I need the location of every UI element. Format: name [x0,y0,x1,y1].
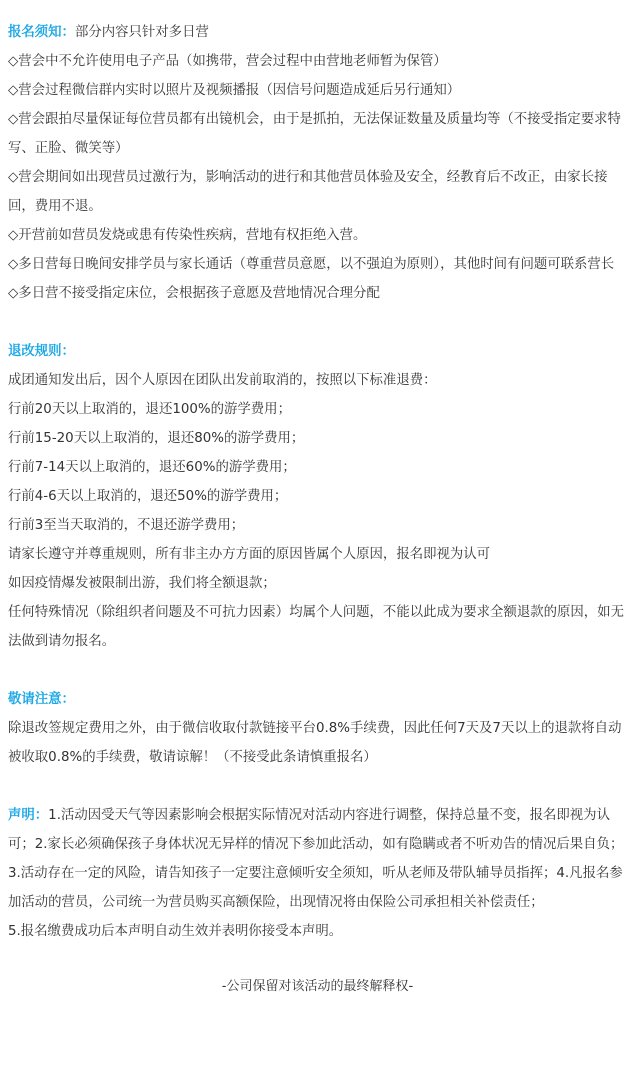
notice-item: ◇营会过程微信群内实时以照片及视频播报（因信号问题造成延后另行通知） [8,83,461,98]
notice-item: ◇营会中不允许使用电子产品（如携带，营会过程中由营地老师暂为保管） [8,54,447,69]
refund-item: 行前7-14天以上取消的，退还60%的游学费用； [8,460,296,475]
notice-item: ◇多日营不接受指定床位，会根据孩子意愿及营地情况合理分配 [8,286,380,301]
section-spacer [8,656,627,685]
footer-note: -公司保留对该活动的最终解释权- [221,979,414,994]
attention-heading: 敬请注意： [8,692,75,707]
refund-item: 请家长遵守并尊重规则，所有非主办方方面的原因皆属个人原因，报名即视为认可 [8,547,491,562]
notice-heading-line [8,18,627,47]
statement-heading: 声明： [8,808,49,823]
notice-item: ◇营会期间如出现营员过激行为，影响活动的进行和其他营员体验及安全，经教育后不改正，由家长接回，费用不退。 [8,170,608,214]
refund-item: 行前15-20天以上取消的，退还80%的游学费用； [8,431,305,446]
refund-item: 行前20天以上取消的，退还100%的游学费用； [8,402,291,417]
refund-item: 行前3至当天取消的，不退还游学费用； [8,518,245,533]
notice-item: ◇营会跟拍尽量保证每位营员都有出镜机会，由于是抓拍，无法保证数量及质量均等（不接受指定要求特写、正脸、微笑等） [8,112,621,156]
notice-heading: 报名须知： [8,25,75,40]
statement-text: 1.活动因受天气等因素影响会根据实际情况对活动内容进行调整，保持总量不变，报名即视为认可；2.家长必须确保孩子身体状况无异样的情况下参加此活动，如有隐瞒或者不听劝告的情况后果自负；3.活动存在一定的风险，请告知孩子一定要注意倾听安全须知，听从老师及带队辅导员指挥；4.凡报名参加活动的营员，公司统一为营员购买高额保险，出现情况将由保险公司承担相关补偿责任； [8,808,624,910]
notice-item: ◇多日营每日晚间安排学员与家长通话（尊重营员意愿，以不强迫为原则），其他时间有问题可联系营长 [8,257,615,272]
refund-item: 如因疫情爆发被限制出游，我们将全额退款； [8,576,276,591]
refund-item: 成团通知发出后，因个人原因在团队出发前取消的，按照以下标准退费： [8,373,437,388]
attention-section [8,685,627,772]
section-spacer [8,308,627,337]
statement-section [8,801,627,946]
notice-heading-suffix: 部分内容只针对多日营 [74,25,209,40]
refund-section [8,337,627,656]
section-spacer [8,772,627,801]
refund-heading: 退改规则： [8,344,75,359]
notice-section [8,18,627,308]
statement-last: 5.报名缴费成功后本声明自动生效并表明你接受本声明。 [8,924,343,939]
refund-item: 任何特殊情况（除组织者问题及不可抗力因素）均属个人问题，不能以此成为要求全额退款的原因，如无法做到请勿报名。 [8,605,624,649]
attention-text: 除退改签规定费用之外，由于微信收取付款链接平台0.8%手续费，因此任何7天及7天以上的退款将自动被收取0.8%的手续费，敬请谅解！（不接受此条请慎重报名） [8,721,622,765]
refund-item: 行前4-6天以上取消的，退还50%的游学费用； [8,489,288,504]
statement-paragraph [8,801,627,917]
notice-item: ◇开营前如营员发烧或患有传染性疾病，营地有权拒绝入营。 [8,228,367,243]
